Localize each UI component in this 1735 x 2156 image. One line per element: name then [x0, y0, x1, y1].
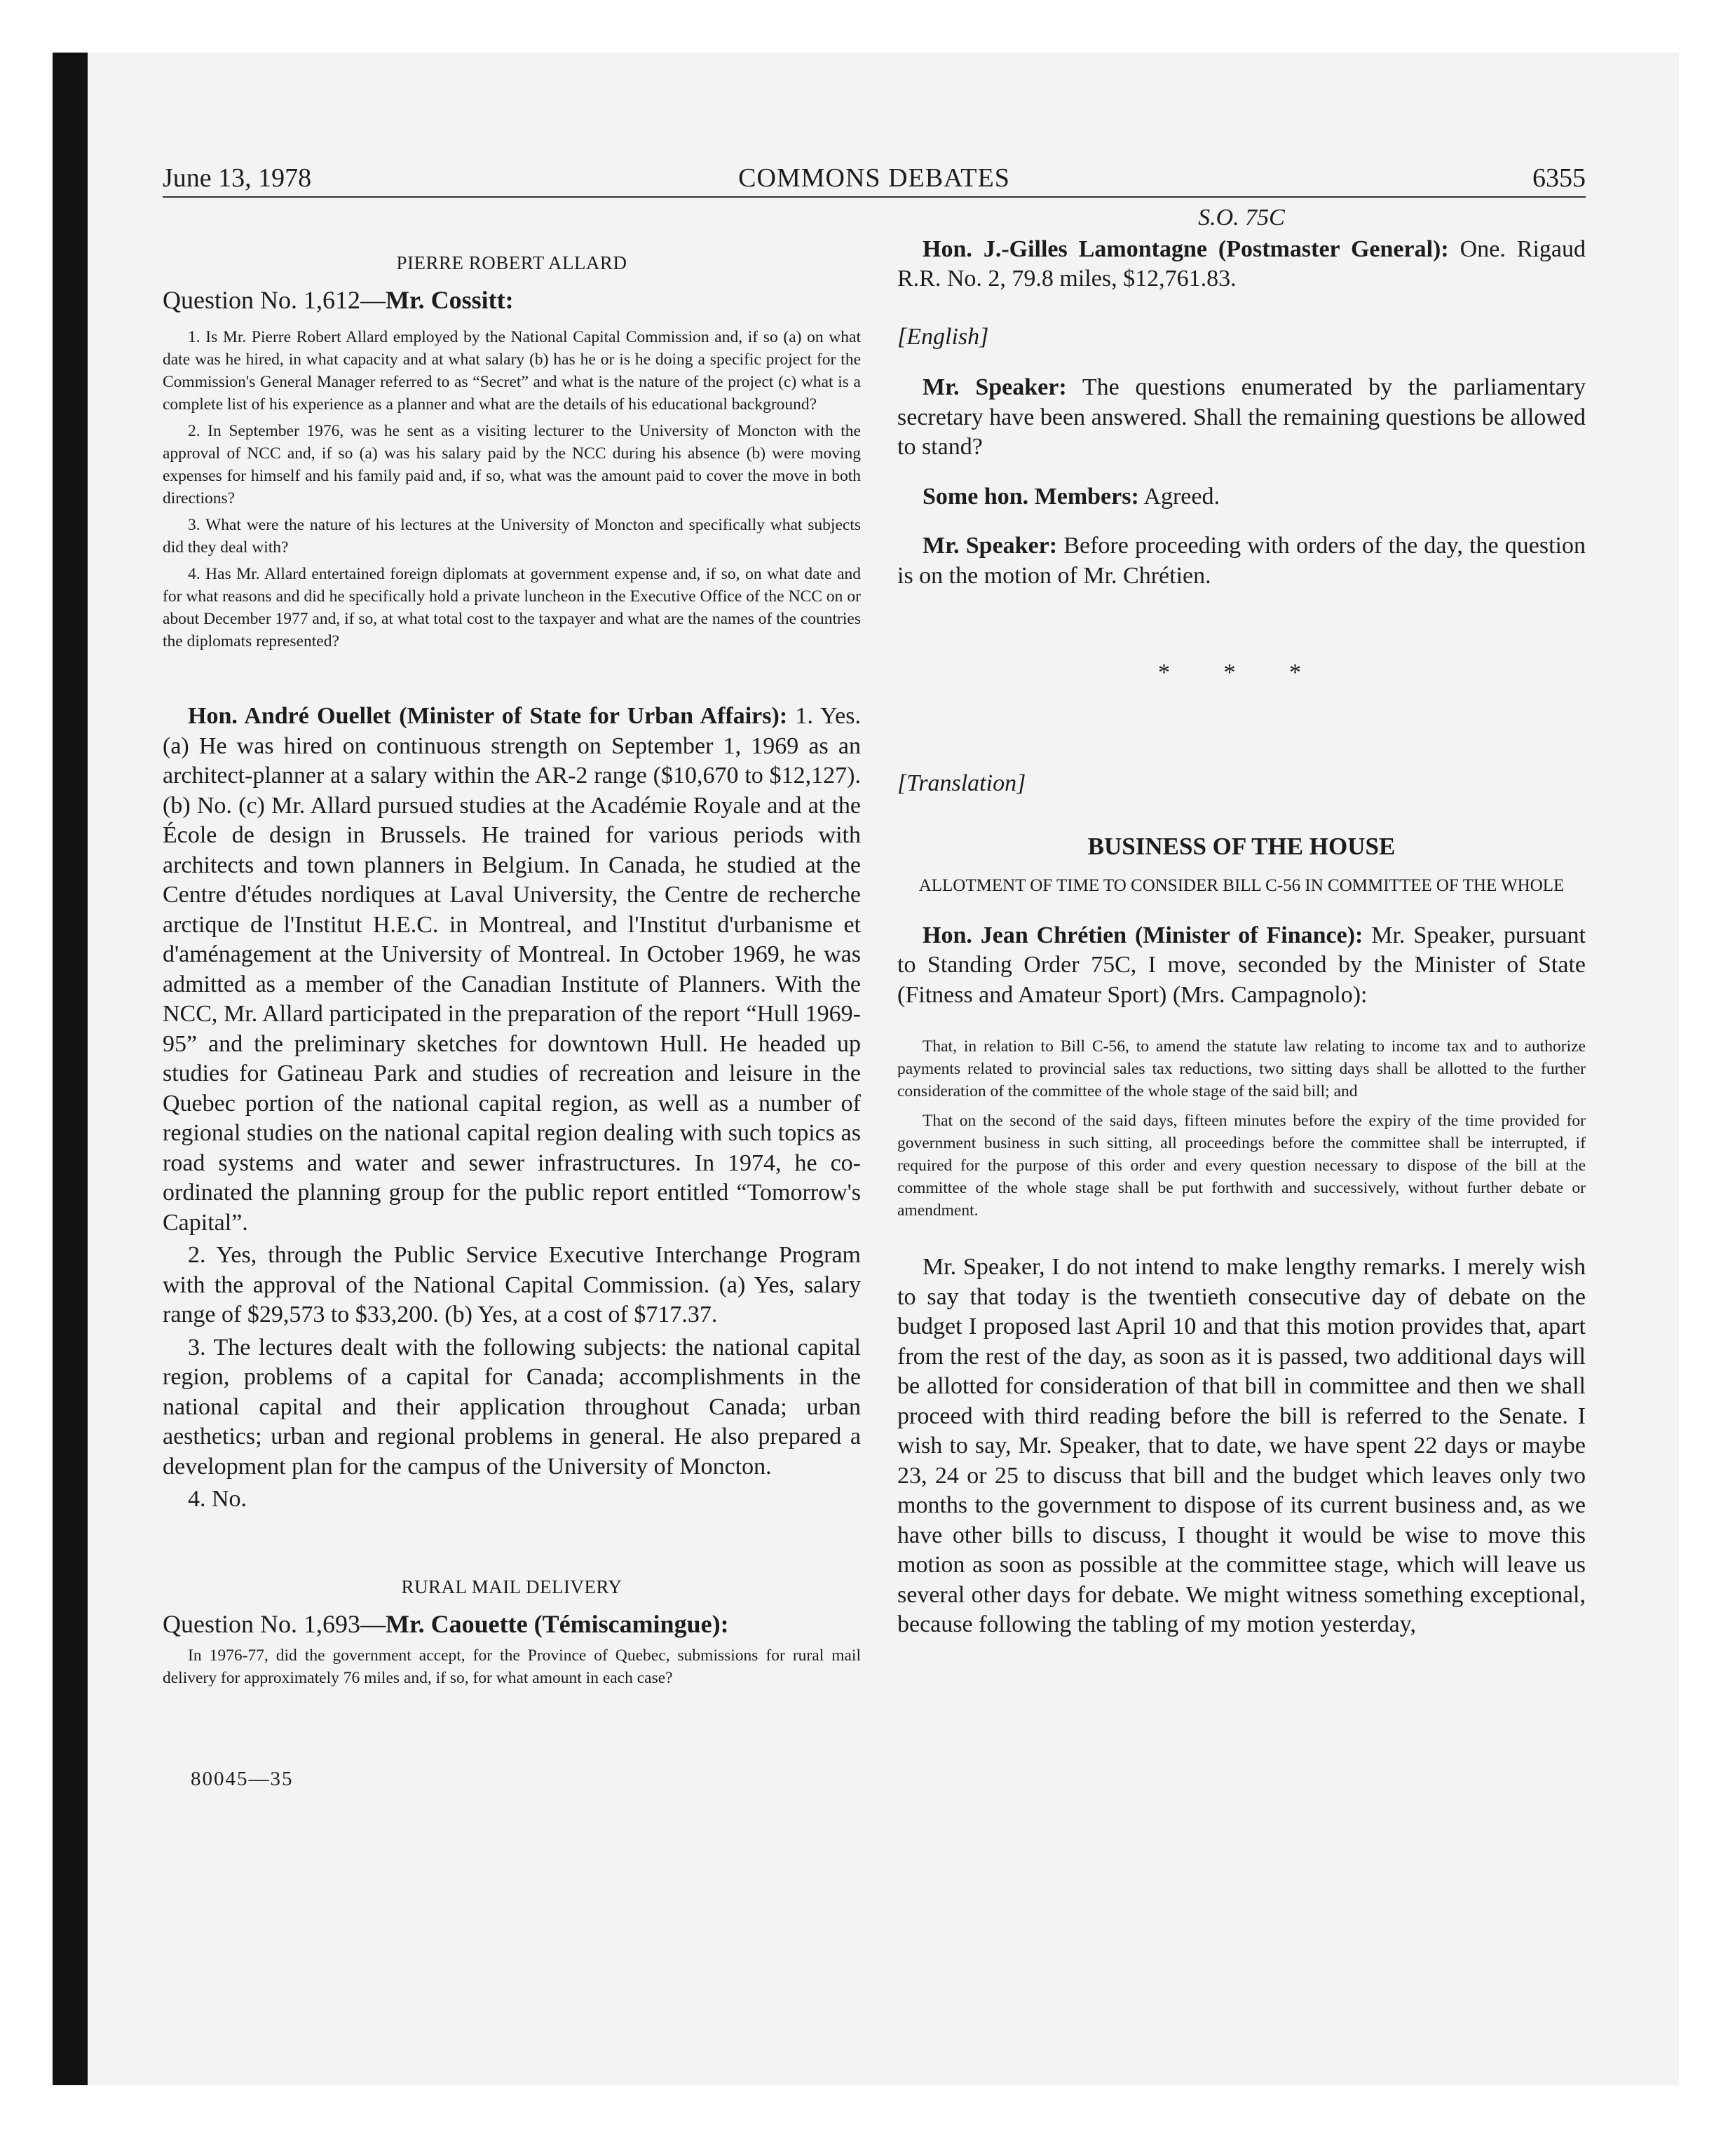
english-tag: [English] — [897, 323, 989, 350]
standing-order-label: S.O. 75C — [1198, 205, 1285, 231]
speaker-statement-1 — [897, 373, 1586, 463]
left-column — [163, 203, 861, 1811]
header-title: COMMONS DEBATES — [738, 163, 1010, 193]
question-1612-member: Mr. Cossitt: — [386, 286, 514, 314]
question-1612-item-2: 2. In September 1976, was he sent as a visiting lecturer to the University of Moncton with the approval of NCC and, if so (a) was his salary paid by the NCC during his absence (b) were moving expenses for himself and his family paid and, if so, what was the amount paid to cover the move in both directions? — [163, 422, 861, 507]
question-1693-number: Question No. 1,693— — [163, 1609, 386, 1638]
rural-mail-heading: RURAL MAIL DELIVERY — [401, 1576, 622, 1597]
speaker-2-text: Before proceeding with orders of the day, the question is on the motion of Mr. Chrétien. — [897, 533, 1586, 589]
lamontagne-answer — [897, 235, 1586, 294]
question-1693-text: In 1976-77, did the government accept, for the Province of Quebec, submissions for rural mail delivery for approximately 76 miles and, if so, for what amount in each case? — [163, 1646, 861, 1687]
question-1612 — [163, 284, 861, 316]
speaker-2-name: Mr. Speaker: — [923, 533, 1058, 559]
question-1612-item-1: 1. Is Mr. Pierre Robert Allard employed by the National Capital Commission and, if so (a) on what date was he hired, in what capacity and at what salary (b) has he or is he doing a specific project for the Commission's General Manager referred to as “Secret” and what is the nature of the project (c) what is a complete list of his experience as a planner and what are the details of his educational background? — [163, 328, 861, 414]
ouellet-answer-3: 3. The lectures dealt with the following subjects: the national capital region, problems of a capital for Canada; accomplishments in the national capital and their application throughout Canada; urban aesthetics; urban and regional problems in general. He also prepared a development plan for the campus of the University of Moncton. — [163, 1334, 861, 1480]
ouellet-speaker: Hon. André Ouellet (Minister of State for Urban Affairs): — [188, 703, 788, 729]
section-separator: * * * — [1158, 660, 1325, 685]
chretien-motion-intro — [897, 921, 1586, 1011]
chretien-speaker: Hon. Jean Chrétien (Minister of Finance): — [923, 922, 1363, 948]
ouellet-answer-4: 4. No. — [188, 1486, 247, 1512]
members-response — [897, 482, 1586, 512]
motion-paragraph-1: That, in relation to Bill C-56, to amend the statute law relating to income tax and to authorize payments related to provincial sales tax reductions, two sitting days shall be allotted to the further consideration of the committee of the whole stage of the said bill; and — [897, 1037, 1586, 1100]
motion-paragraph-2: That on the second of the said days, fifteen minutes before the expiry of the time provided for government business in such sitting, all proceedings before the committee shall be interrupted, if required for the purpose of this order and every question necessary to dispose of the bill at the committee of the whole stage shall be put forthwith and successively, without further debate or amendment. — [897, 1112, 1586, 1220]
lamontagne-text: One. Rigaud R.R. No. 2, 79.8 miles, $12,761.83. — [897, 236, 1586, 292]
page-header — [163, 163, 1586, 198]
question-1612-item-4: 4. Has Mr. Allard entertained foreign diplomats at government expense and, if so, on what date and for what reasons and did he specifically hold a private luncheon in the Executive Office of the NCC on or about December 1977 and, if so, at what total cost to the taxpayer and what are the names of the countries the diplomats represented? — [163, 565, 861, 650]
scan-margin — [53, 53, 88, 2085]
members-name: Some hon. Members: — [923, 483, 1139, 510]
speaker-1-text: The questions enumerated by the parliamentary secretary have been answered. Shall the remaining questions be allowed to stand? — [897, 374, 1586, 460]
speaker-statement-2 — [897, 531, 1586, 591]
speaker-1-name: Mr. Speaker: — [923, 374, 1067, 400]
members-text: Agreed. — [1138, 483, 1220, 510]
question-1612-item-3: 3. What were the nature of his lectures at the University of Moncton and specifically what subjects did they deal with? — [163, 516, 861, 557]
allotment-heading: ALLOTMENT OF TIME TO CONSIDER BILL C-56 IN COMMITTEE OF THE WHOLE — [918, 875, 1565, 895]
lamontagne-speaker: Hon. J.-Gilles Lamontagne (Postmaster General): — [923, 236, 1449, 262]
header-date: June 13, 1978 — [163, 163, 312, 193]
business-heading: BUSINESS OF THE HOUSE — [1087, 832, 1396, 860]
question-1693 — [163, 1608, 861, 1640]
chretien-speech: Mr. Speaker, I do not intend to make lengthy remarks. I merely wish to say that today is the twentieth consecutive day of debate on the budget I proposed last April 10 and that this motion provides that, apart from the rest of the day, as soon as it is passed, two additional days will be allotted for consideration of that bill in committee and then we shall proceed with third reading before the bill is referred to the Senate. I wish to say, Mr. Speaker, that to date, we have spent 22 days or maybe 23, 24 or 25 to discuss that bill and the budget which leaves only two months to the government to dispose of its current business and, as we have other bills to discuss, I thought it would be wise to move this motion as soon as possible at the committee stage, which will leave us several other days for debate. We might witness something exceptional, because following the tabling of my motion yesterday, — [897, 1254, 1586, 1637]
question-1693-member: Mr. Caouette (Témiscamingue): — [386, 1609, 729, 1638]
footer-code: 80045—35 — [191, 1767, 294, 1790]
ouellet-answer-2: 2. Yes, through the Public Service Executive Interchange Program with the approval of the National Capital Commission. (a) Yes, salary range of $29,573 to $33,200. (b) Yes, at a cost of $717.37. — [163, 1242, 861, 1328]
ouellet-answer-1-text: 1. Yes. (a) He was hired on continuous strength on September 1, 1969 as an architect-planner at a salary within the AR-2 range ($10,670 to $12,127). (b) No. (c) Mr. Allard pursued studies at the Académie Royale and at the École de design in Brussels. He trained for various periods with architects and town planners in Belgium. In Canada, he studied at the Centre d'études nordiques at Laval University, the Centre de recherche arctique de l'Institut H.E.C. in Montreal, and l'Institut d'urbanisme et d'aménagement at the University of Montreal. In October 1969, he was admitted as a member of the Canadian Institute of Planners. With the NCC, Mr. Allard participated in the preparation of the report “Hull 1969-95” and the preliminary sketches for downtown Hull. He headed up studies for Gatineau Park and studies of recreation and leisure in the Quebec portion of the national capital region, as well as a number of regional studies on the national capital region dealing with such topics as road systems and water and sewer infrastructures. In 1974, he co-ordinated the planning group for the public report entitled “Tomorrow's Capital”. — [163, 703, 861, 1236]
chretien-intro-text: Mr. Speaker, pursuant to Standing Order 75C, I move, seconded by the Minister of State (Fitness and Amateur Sport) (Mrs. Campagnolo): — [897, 922, 1586, 1008]
question-1612-body — [163, 326, 861, 653]
translation-tag: [Translation] — [897, 770, 1026, 796]
right-column — [897, 203, 1586, 1640]
header-page-number: 6355 — [1532, 163, 1586, 193]
allard-heading: PIERRE ROBERT ALLARD — [396, 252, 627, 273]
ouellet-answer-1 — [163, 702, 861, 1238]
question-1612-number: Question No. 1,612— — [163, 286, 386, 314]
